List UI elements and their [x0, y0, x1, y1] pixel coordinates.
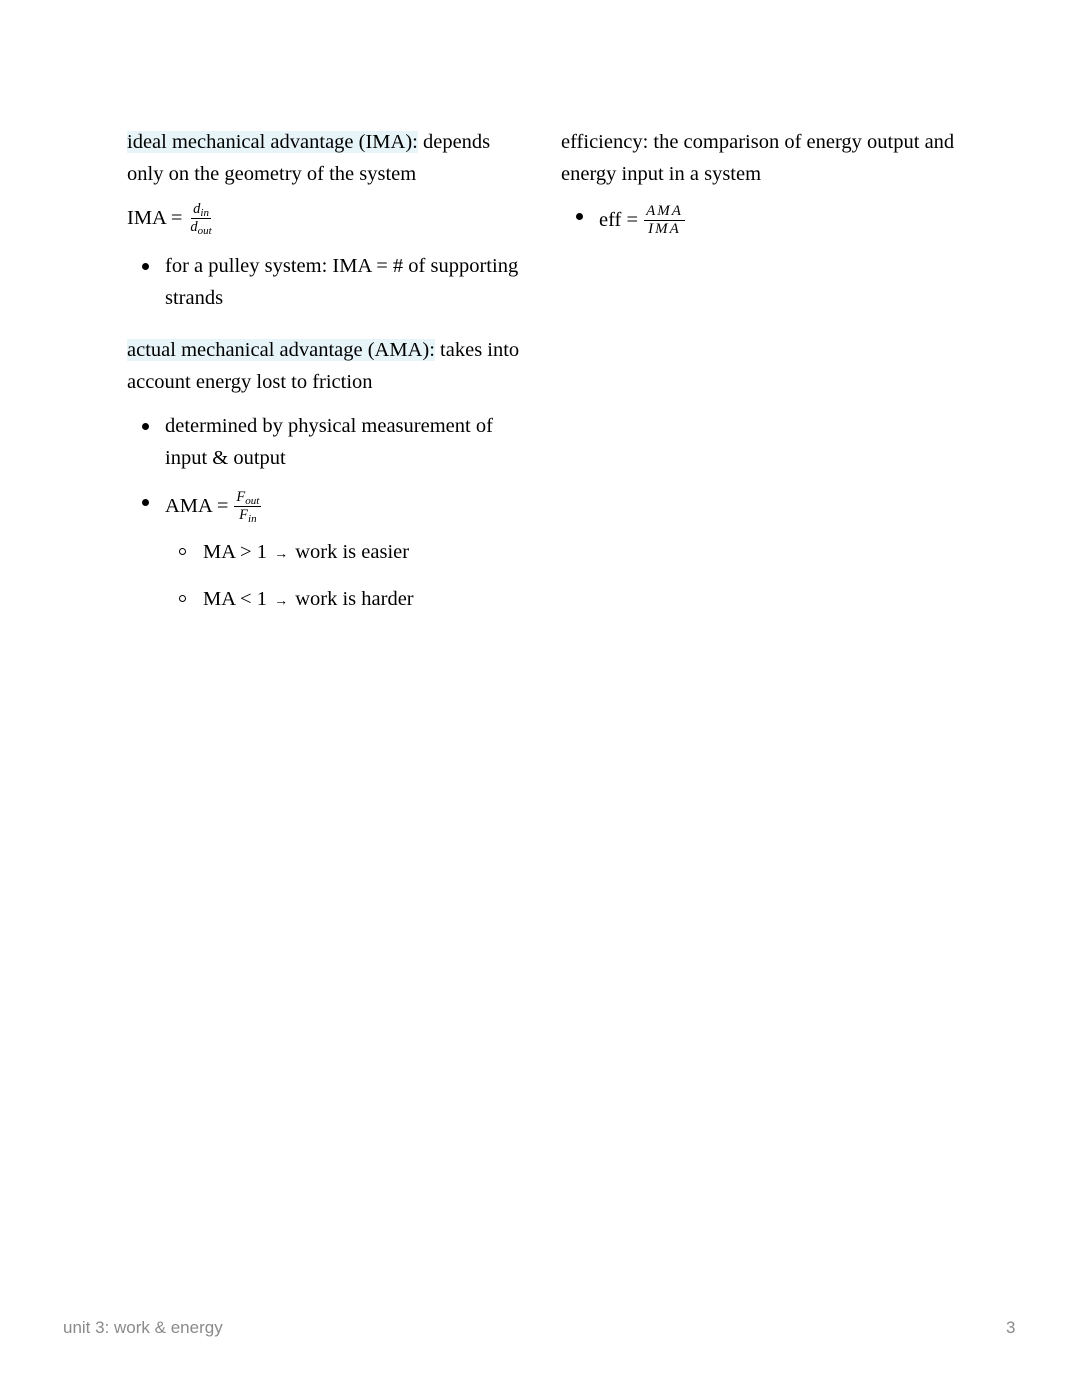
ama-fraction	[234, 490, 261, 523]
right-column	[561, 126, 961, 252]
right-arrow-icon: →	[274, 594, 289, 609]
ima-formula	[127, 198, 527, 238]
efficiency-definition: efficiency: the comparison of energy output and energy input in a system	[561, 131, 955, 185]
efficiency-bullet-formula	[561, 200, 961, 240]
efficiency-denominator: IMA	[648, 220, 681, 237]
ima-den-base: d	[190, 218, 198, 235]
efficiency-fraction	[644, 204, 685, 237]
ima-denominator	[188, 219, 213, 235]
ima-definition-text: depends only on the geometry of the system	[127, 131, 491, 185]
efficiency-formula-lhs: eff =	[599, 209, 639, 231]
ima-fraction	[188, 202, 213, 235]
ama-den-base: F	[239, 506, 249, 523]
ama-num-base: F	[236, 488, 246, 505]
ma-sub-list	[165, 536, 527, 618]
efficiency-bullet-list	[561, 200, 961, 240]
ama-definition-text: takes into account energy lost to friction	[127, 339, 520, 393]
ima-bullet-list	[127, 250, 527, 314]
ama-term: actual mechanical advantage (AMA):	[127, 339, 435, 361]
ima-definition	[127, 126, 527, 190]
efficiency-numerator: AMA	[646, 202, 683, 219]
efficiency-formula	[599, 200, 961, 240]
left-column	[127, 126, 527, 630]
ima-num-base: d	[193, 200, 201, 217]
ama-formula-lhs: AMA =	[165, 495, 229, 517]
ima-formula-lhs: IMA =	[127, 207, 183, 229]
ima-term: ideal mechanical advantage (IMA):	[127, 131, 418, 153]
ma-greater-item	[165, 536, 527, 571]
right-arrow-icon: →	[274, 547, 289, 562]
ama-bullet-measurement: determined by physical measurement of input & output	[127, 410, 527, 474]
ima-den-sub: out	[197, 224, 212, 237]
ama-definition	[127, 334, 527, 398]
ama-bullet-formula	[127, 486, 527, 618]
ima-num-sub: in	[200, 206, 209, 219]
ima-numerator	[191, 202, 211, 219]
ma-greater-condition: MA > 1	[203, 541, 267, 563]
ama-bullet-list	[127, 410, 527, 618]
ama-num-sub: out	[245, 494, 260, 507]
ma-greater-result: work is easier	[295, 541, 410, 563]
ama-numerator	[234, 490, 261, 507]
ma-less-condition: MA < 1	[203, 588, 267, 610]
ama-denominator	[237, 507, 258, 523]
page-number: 3	[1006, 1318, 1016, 1337]
ama-den-sub: in	[248, 512, 257, 525]
ma-less-result: work is harder	[295, 588, 414, 610]
footer-title: unit 3: work & energy	[63, 1318, 223, 1337]
ima-bullet-pulley: for a pulley system: IMA = # of supporting strands	[127, 250, 527, 314]
ma-less-item	[165, 583, 527, 618]
ama-formula	[165, 486, 527, 526]
